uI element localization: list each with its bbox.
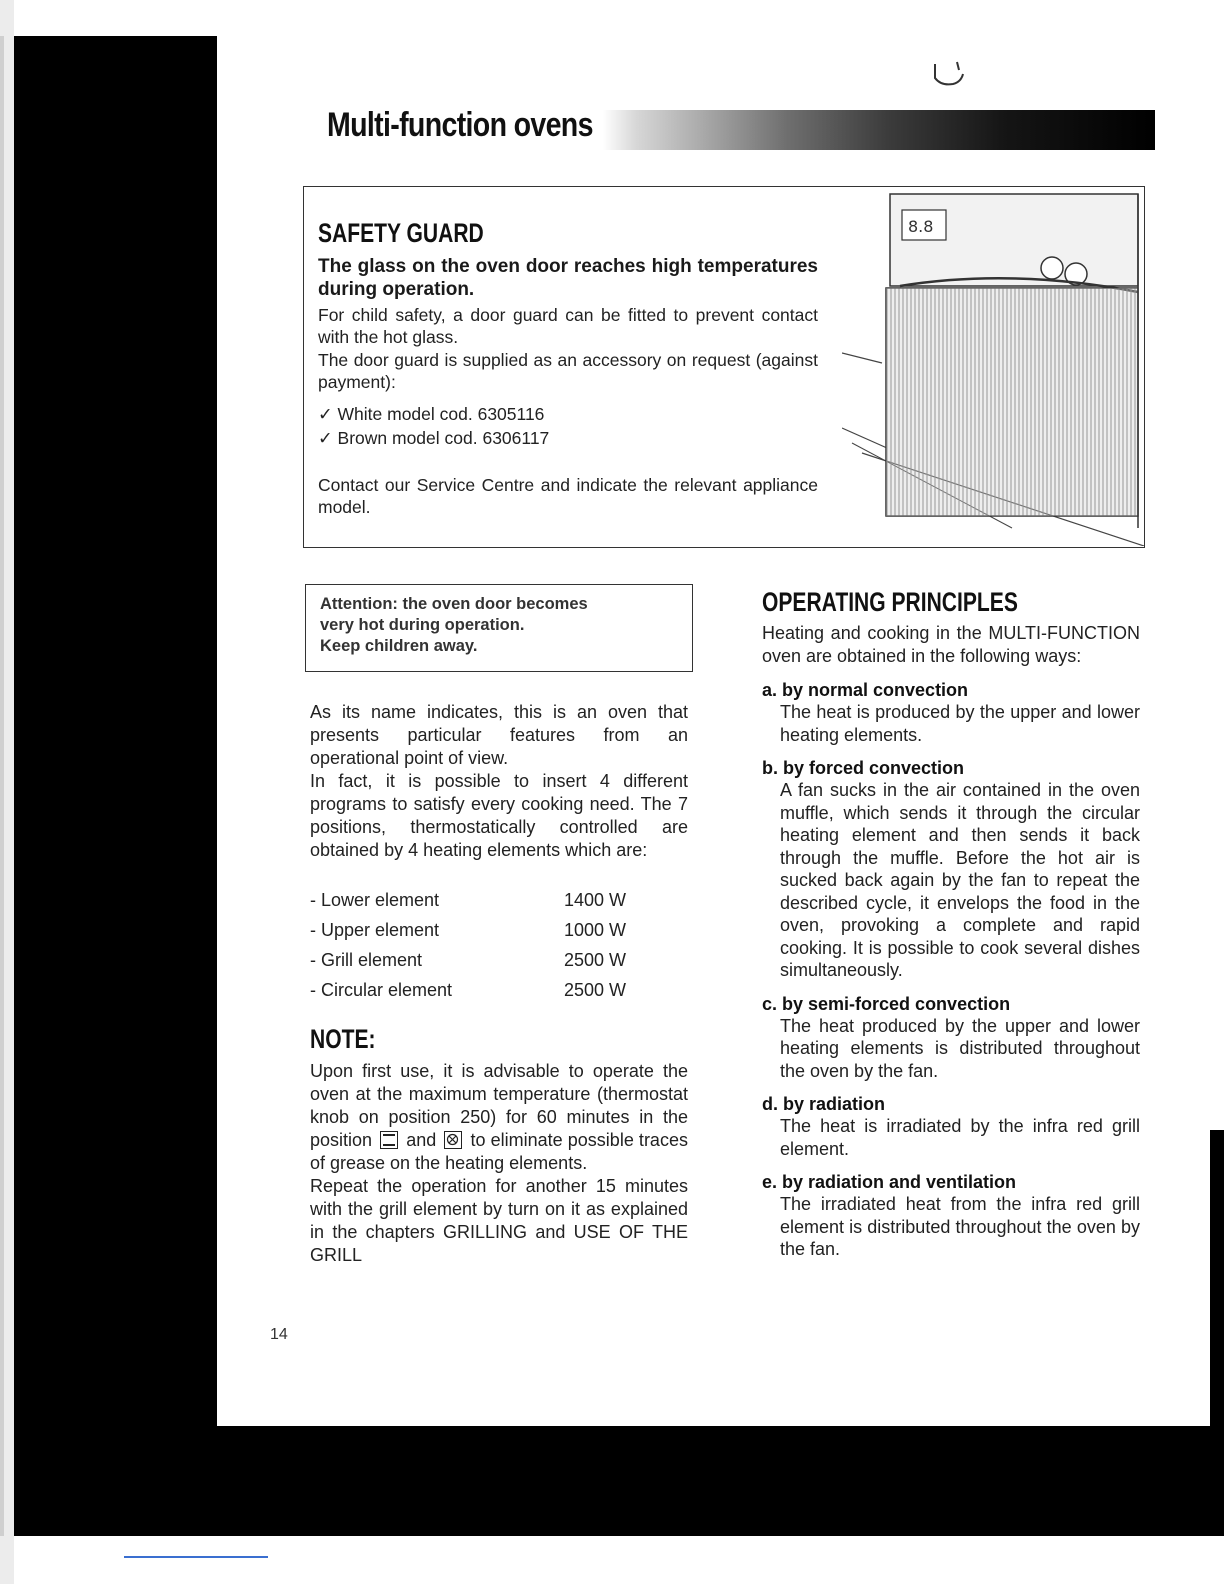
attention-box: [305, 584, 693, 672]
safety-guard-warning: The glass on the oven door reaches high temperatures during operation.: [318, 256, 818, 300]
intro-para-1: As its name indicates, this is an oven that presents particular features from an operational point of view.: [310, 702, 688, 768]
note-text-c: Repeat the operation for another 15 minutes with the grill element by turn on it as explained in the chapters GRILLING and USE OF THE GRILL: [310, 1176, 688, 1265]
operating-principles-heading: OPERATING PRINCIPLES: [762, 587, 1018, 617]
attention-line-3: Keep children away.: [320, 637, 478, 655]
safety-guard-para1: For child safety, a door guard can be fitted to prevent contact with the hot glass.: [318, 305, 818, 347]
mode-title: c. by semi-forced convection: [762, 993, 1011, 1014]
note-text-b: to eliminate possible traces of grease on the heating elements.: [310, 1130, 688, 1173]
note-and: and: [406, 1130, 437, 1150]
scan-edge: [0, 36, 4, 1536]
element-name: - Grill element: [310, 950, 423, 970]
note-heading: NOTE:: [310, 1024, 376, 1054]
safety-guard-heading: SAFETY GUARD: [318, 218, 484, 248]
element-watt: 1000 W: [564, 920, 627, 940]
mode-title: a. by normal convection: [762, 680, 969, 700]
mode-item: [762, 1094, 1140, 1160]
mode-text: The heat is irradiated by the infra red grill element.: [780, 1116, 1140, 1159]
element-watt: 2500 W: [564, 950, 627, 970]
element-watt: 2500 W: [564, 980, 627, 1000]
scan-bottom-line: [124, 1556, 268, 1558]
operating-intro: Heating and cooking in the MULTI-FUNCTION oven are obtained in the following ways:: [762, 623, 1140, 666]
element-name: - Circular element: [310, 980, 453, 1000]
mode-item: [762, 994, 1140, 1083]
element-name: - Lower element: [310, 890, 440, 910]
attention-line-2: very hot during operation.: [320, 616, 525, 634]
mode-title: b. by forced convection: [762, 758, 965, 778]
mode-item: [762, 1172, 1140, 1261]
safety-guard-para2: The door guard is supplied as an accessory on request (against payment):: [318, 350, 818, 392]
oven-illustration: [842, 188, 1144, 546]
mode-item: [762, 758, 1140, 982]
element-row: [310, 950, 650, 971]
safety-model-brown: ✓ Brown model cod. 6306117: [318, 428, 550, 448]
note-section: [310, 1060, 688, 1267]
scan-black-border-bottom: [14, 1426, 1210, 1536]
mode-text: The heat produced by the upper and lower heating elements is distributed throughout the oven by the fan.: [780, 1015, 1140, 1081]
corner-mark-icon: [931, 58, 967, 88]
mode-title: d. by radiation: [762, 1094, 886, 1114]
note-text-a: Upon first use, it is advisable to operate the oven at the maximum temperature (thermostat knob on position 250) for 60 minutes in the position: [310, 1061, 688, 1150]
page-title: Multi-function ovens: [327, 106, 593, 144]
safety-model-white: ✓ White model cod. 6305116: [318, 404, 545, 424]
element-row: [310, 890, 650, 911]
svg-text:8.8: 8.8: [908, 217, 934, 236]
element-watt: 1400 W: [564, 890, 627, 910]
element-name: - Upper element: [310, 920, 440, 940]
safety-guard-contact: Contact our Service Centre and indicate the relevant appliance model.: [318, 475, 818, 517]
mode-text: The heat is produced by the upper and lower heating elements.: [780, 702, 1140, 745]
upper-lower-element-symbol-icon: [380, 1131, 398, 1149]
mode-text: The irradiated heat from the infra red grill element is distributed throughout the oven by the fan.: [780, 1194, 1140, 1259]
intro-section: [310, 701, 688, 862]
element-row: [310, 980, 650, 1001]
scan-black-border-right: [1208, 1130, 1224, 1536]
operating-principles-section: [762, 622, 1140, 1261]
element-row: [310, 920, 650, 941]
scan-black-border-left: [14, 36, 217, 1536]
note-text: [310, 1060, 688, 1175]
fan-symbol-icon: [444, 1131, 462, 1149]
mode-text: A fan sucks in the air contained in the oven muffle, which sends it through the circular heating element and then sends it back through the muffle. Before the hot air is sucked back again by the fan to repeat the described cycle, it envelops the food in the oven, provoking a complete and rapid cooking. It is possible to cook several dishes simultaneously.: [780, 780, 1140, 980]
mode-item: [762, 680, 1140, 746]
intro-para-2: In fact, it is possible to insert 4 different programs to satisfy every cooking need. The 7 positions, thermostatically controlled are obtained by 4 heating elements which are:: [310, 771, 688, 860]
mode-title: e. by radiation and ventilation: [762, 1172, 1017, 1192]
page-number: 14: [270, 1326, 288, 1343]
attention-line-1: Attention: the oven door becomes: [320, 595, 588, 613]
